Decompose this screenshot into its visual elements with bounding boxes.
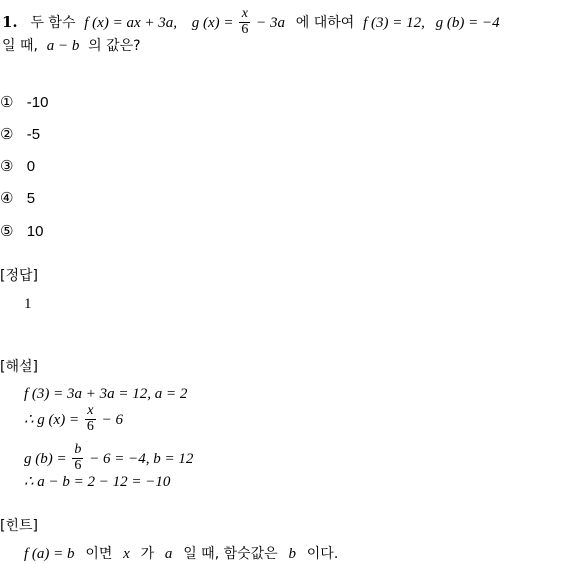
question-text: 의 값은? bbox=[88, 38, 141, 54]
explanation-expression: ∴ g (x) = bbox=[24, 412, 80, 429]
choice-3 bbox=[0, 159, 35, 174]
choice-marker: ④ bbox=[0, 189, 14, 207]
explanation-expression: g (b) = bbox=[24, 451, 67, 468]
explanation-fraction bbox=[85, 404, 96, 434]
function-g-remainder: − 3a bbox=[256, 15, 285, 32]
choice-value: 5 bbox=[26, 190, 36, 207]
question-line-2 bbox=[2, 38, 141, 54]
question-text: 일 때, bbox=[2, 38, 38, 54]
hint-label: [힌트] bbox=[0, 518, 38, 534]
choice-4 bbox=[0, 191, 35, 206]
hint-line bbox=[24, 546, 338, 562]
question-text: 두 함수 bbox=[30, 15, 76, 32]
choice-1 bbox=[0, 95, 48, 110]
choice-value: 0 bbox=[26, 158, 36, 175]
explanation-line-3 bbox=[24, 444, 193, 474]
hint-math: f (a) = b bbox=[24, 546, 75, 562]
explanation-line-4: ∴ a − b = 2 − 12 = −10 bbox=[24, 474, 171, 490]
choice-marker: ① bbox=[0, 93, 14, 111]
explanation-label: [해설] bbox=[0, 359, 38, 375]
explanation-expression: − 6 bbox=[101, 412, 124, 429]
fraction-denominator: 6 bbox=[241, 21, 249, 37]
answer-value: 1 bbox=[24, 296, 32, 312]
explanation-expression: − 6 = −4, b = 12 bbox=[89, 451, 194, 468]
choice-5 bbox=[0, 224, 43, 239]
function-g-label: g (x) = bbox=[191, 15, 234, 32]
question-expression: a − b bbox=[46, 38, 80, 54]
fraction-denominator: 6 bbox=[86, 418, 94, 434]
function-f-definition: f (x) = ax + 3a, bbox=[84, 15, 177, 32]
question-text: 에 대하여 bbox=[295, 15, 355, 32]
hint-math: b bbox=[288, 546, 296, 562]
function-g-fraction bbox=[239, 7, 250, 37]
hint-text: 가 bbox=[140, 546, 155, 562]
fraction-numerator: x bbox=[85, 404, 96, 420]
fraction-numerator: b bbox=[74, 442, 82, 457]
choice-value: -10 bbox=[26, 94, 49, 111]
condition-g: g (b) = −4 bbox=[435, 15, 500, 32]
answer-label: [정답] bbox=[0, 268, 38, 284]
hint-text: 일 때, 함숫값은 bbox=[183, 546, 278, 562]
explanation-fraction bbox=[72, 443, 83, 473]
condition-f: f (3) = 12, bbox=[363, 15, 425, 32]
explanation-line-1: f (3) = 3a + 3a = 12, a = 2 bbox=[24, 386, 188, 402]
choice-value: 10 bbox=[26, 223, 44, 240]
choice-marker: ③ bbox=[0, 157, 14, 175]
hint-math: x bbox=[123, 546, 130, 562]
explanation-line-2 bbox=[24, 405, 123, 435]
hint-text: 이다. bbox=[306, 546, 339, 562]
hint-math: a bbox=[164, 546, 173, 562]
choice-marker: ⑤ bbox=[0, 222, 14, 240]
fraction-denominator: 6 bbox=[74, 457, 82, 473]
choice-2 bbox=[0, 127, 40, 142]
question-number: 1. bbox=[2, 13, 18, 32]
choice-marker: ② bbox=[0, 125, 14, 143]
question-line-1 bbox=[2, 8, 500, 38]
hint-text: 이면 bbox=[85, 546, 113, 562]
fraction-numerator: x bbox=[239, 7, 250, 23]
choice-value: -5 bbox=[26, 126, 41, 143]
